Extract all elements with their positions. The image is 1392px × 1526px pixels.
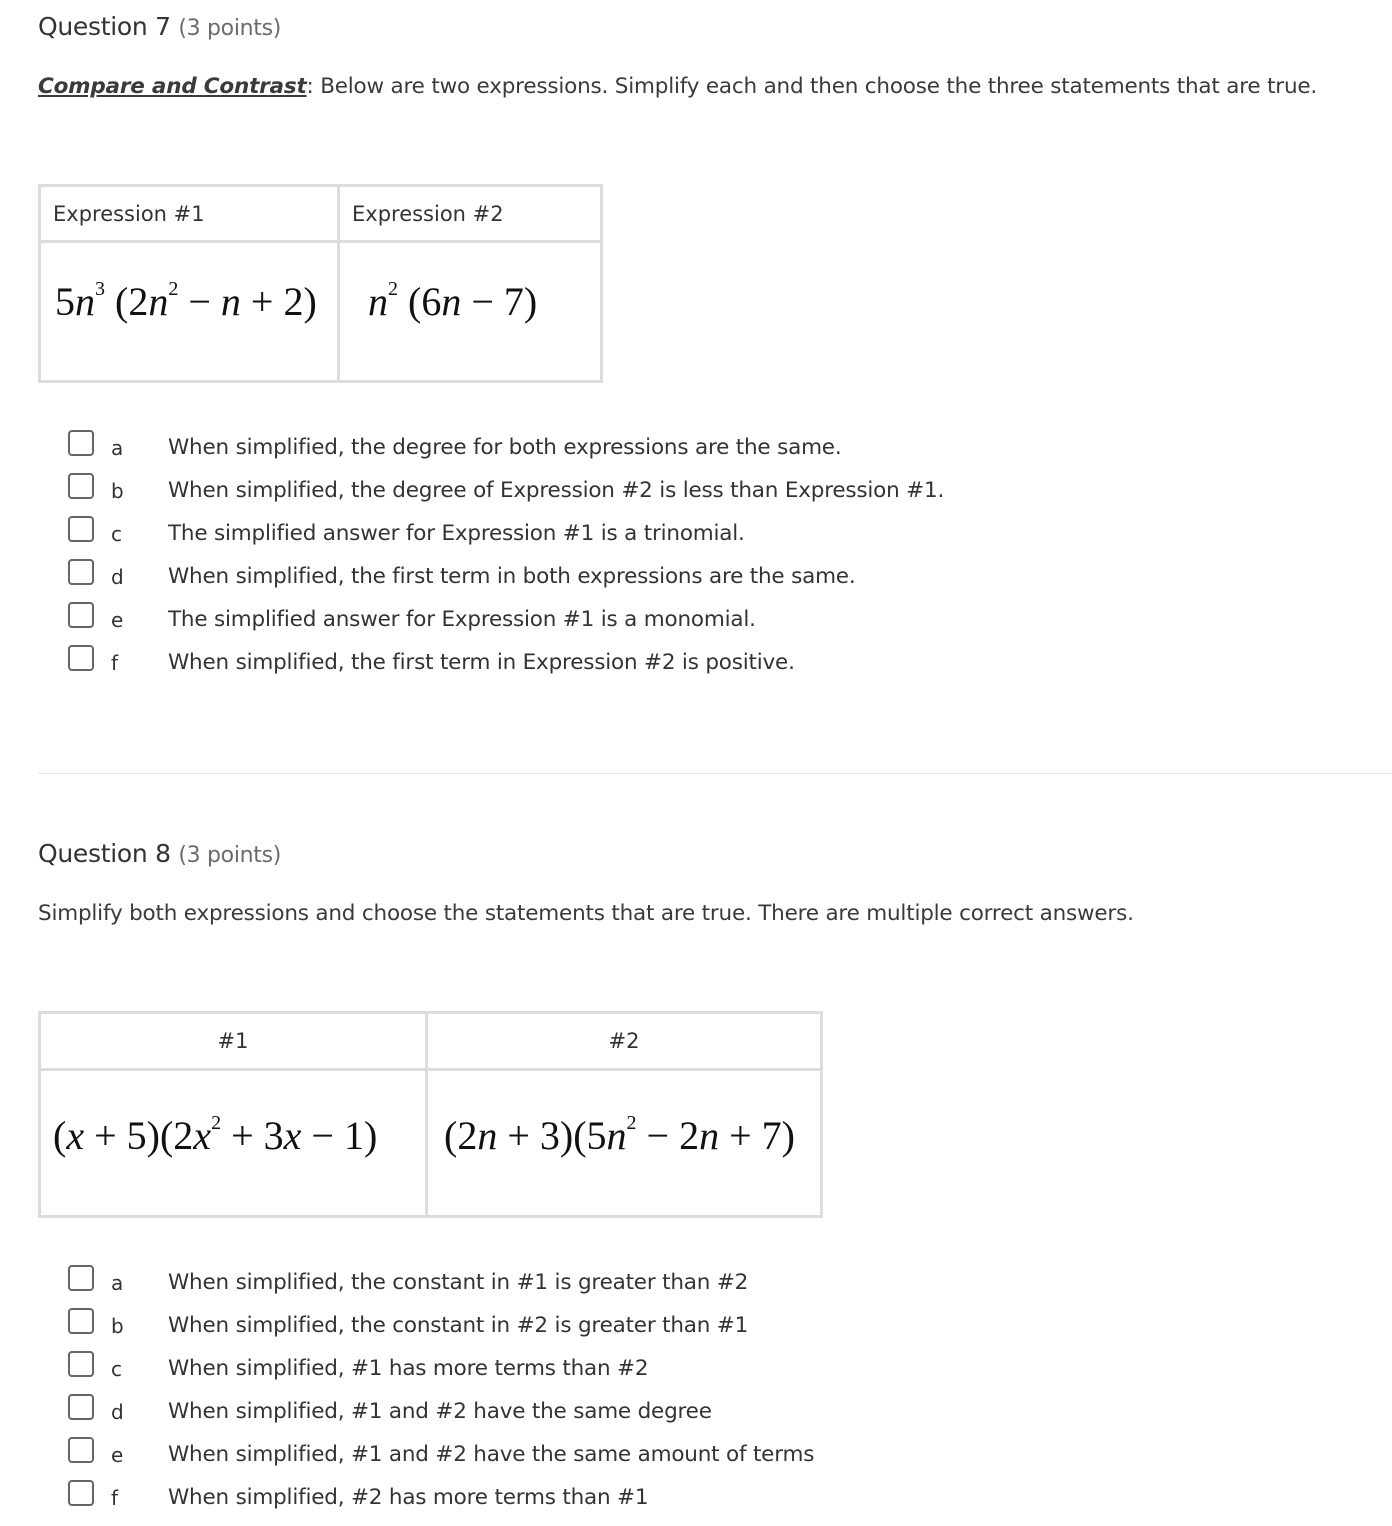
checkbox[interactable] — [68, 559, 94, 585]
math-token: x — [193, 1112, 212, 1158]
answer-option-c[interactable] — [68, 1347, 649, 1390]
answer-option-b[interactable] — [68, 1304, 749, 1347]
option-letter: d — [111, 564, 124, 589]
math-token: 2 — [128, 279, 149, 324]
question-8-title — [38, 839, 281, 868]
answer-option-e[interactable] — [68, 598, 756, 641]
answer-option-f[interactable] — [68, 1476, 649, 1519]
option-letter: c — [111, 1356, 122, 1381]
exponent: 2 — [388, 278, 398, 300]
expression-2 — [368, 279, 537, 324]
prompt-emphasis: Compare and Contrast — [38, 74, 307, 99]
expression-1 — [55, 279, 317, 324]
question-7-title — [38, 12, 281, 41]
checkbox[interactable] — [68, 1308, 94, 1334]
expression-2 — [444, 1113, 795, 1158]
math-token: + 5)(2 — [84, 1112, 194, 1158]
checkbox[interactable] — [68, 473, 94, 499]
math-token: ( — [53, 1112, 67, 1158]
option-letter: a — [111, 435, 124, 460]
math-token: − — [178, 279, 221, 324]
expression-1 — [53, 1113, 377, 1158]
math-token: + 3 — [221, 1112, 284, 1158]
math-token: n — [220, 279, 241, 324]
math-token: (6 — [398, 279, 442, 324]
prompt-text: : Below are two expressions. Simplify each and then choose the three statements that are true. — [306, 74, 1318, 99]
question-7-prompt — [38, 74, 1317, 99]
option-text: The simplified answer for Expression #1 is a monomial. — [168, 607, 756, 632]
table-header: #2 — [427, 1013, 822, 1070]
question-points: (3 points) — [178, 843, 282, 868]
math-token: − 2 — [636, 1112, 700, 1158]
option-text: The simplified answer for Expression #1 is a trinomial. — [168, 521, 745, 546]
checkbox[interactable] — [68, 430, 94, 456]
option-text: When simplified, the degree for both expressions are the same. — [168, 435, 842, 460]
option-letter: a — [111, 1270, 124, 1295]
math-token: − 1) — [301, 1112, 378, 1158]
checkbox[interactable] — [68, 1394, 94, 1420]
checkbox[interactable] — [68, 1437, 94, 1463]
option-text: When simplified, the first term in Expression #2 is positive. — [168, 650, 795, 675]
math-token: + 7) — [719, 1112, 795, 1158]
math-token: 5 — [55, 279, 75, 324]
question-7-expression-table — [38, 184, 603, 383]
option-letter: d — [111, 1399, 124, 1424]
answer-option-c[interactable] — [68, 512, 745, 555]
math-token: + 3)(5 — [497, 1112, 607, 1158]
question-8-prompt: Simplify both expressions and choose the statements that are true. There are multiple correct answers. — [38, 901, 1134, 926]
math-token: n — [699, 1112, 720, 1158]
math-token: n — [477, 1112, 498, 1158]
math-token: − 7) — [461, 279, 538, 324]
option-text: When simplified, #1 and #2 have the same amount of terms — [168, 1442, 815, 1467]
table-header: Expression #1 — [40, 186, 339, 242]
option-letter: f — [111, 1485, 119, 1510]
checkbox[interactable] — [68, 516, 94, 542]
option-text: When simplified, the degree of Expression #2 is less than Expression #1. — [168, 478, 945, 503]
option-text: When simplified, the constant in #1 is greater than #2 — [168, 1270, 749, 1295]
question-divider — [38, 773, 1392, 774]
answer-option-d[interactable] — [68, 555, 856, 598]
option-text: When simplified, the constant in #2 is greater than #1 — [168, 1313, 749, 1338]
math-token: n — [606, 1112, 627, 1158]
question-points: (3 points) — [178, 16, 282, 41]
checkbox[interactable] — [68, 1265, 94, 1291]
exponent: 2 — [168, 278, 179, 300]
question-8-options — [68, 1261, 815, 1519]
question-title: Question 8 — [38, 839, 171, 868]
math-token: + 2) — [240, 279, 317, 324]
question-8-expression-table — [38, 1011, 823, 1218]
option-text: When simplified, #1 and #2 have the same degree — [168, 1399, 712, 1424]
checkbox[interactable] — [68, 645, 94, 671]
answer-option-f[interactable] — [68, 641, 795, 684]
math-token: x — [283, 1112, 302, 1158]
option-letter: e — [111, 607, 124, 632]
checkbox[interactable] — [68, 1351, 94, 1377]
math-token: n — [148, 279, 169, 324]
option-text: When simplified, #1 has more terms than #2 — [168, 1356, 649, 1381]
option-text: When simplified, #2 has more terms than #1 — [168, 1485, 649, 1510]
checkbox[interactable] — [68, 602, 94, 628]
math-token: x — [66, 1112, 85, 1158]
math-token: n — [75, 279, 95, 324]
answer-option-b[interactable] — [68, 469, 945, 512]
exponent: 3 — [95, 278, 105, 300]
exponent: 2 — [211, 1111, 222, 1134]
table-header: #1 — [40, 1013, 427, 1070]
option-letter: e — [111, 1442, 124, 1467]
math-token: (2 — [444, 1112, 478, 1158]
math-token: n — [441, 279, 462, 324]
option-letter: c — [111, 521, 122, 546]
math-token: ( — [105, 279, 129, 324]
answer-option-e[interactable] — [68, 1433, 815, 1476]
table-header: Expression #2 — [339, 186, 602, 242]
option-letter: f — [111, 650, 119, 675]
option-text: When simplified, the first term in both expressions are the same. — [168, 564, 856, 589]
math-token: n — [368, 279, 388, 324]
option-letter: b — [111, 478, 124, 503]
exponent: 2 — [626, 1111, 637, 1134]
question-7-options — [68, 426, 945, 684]
question-title: Question 7 — [38, 12, 171, 41]
answer-option-a[interactable] — [68, 1261, 749, 1304]
checkbox[interactable] — [68, 1480, 94, 1506]
option-letter: b — [111, 1313, 124, 1338]
answer-option-d[interactable] — [68, 1390, 712, 1433]
answer-option-a[interactable] — [68, 426, 842, 469]
